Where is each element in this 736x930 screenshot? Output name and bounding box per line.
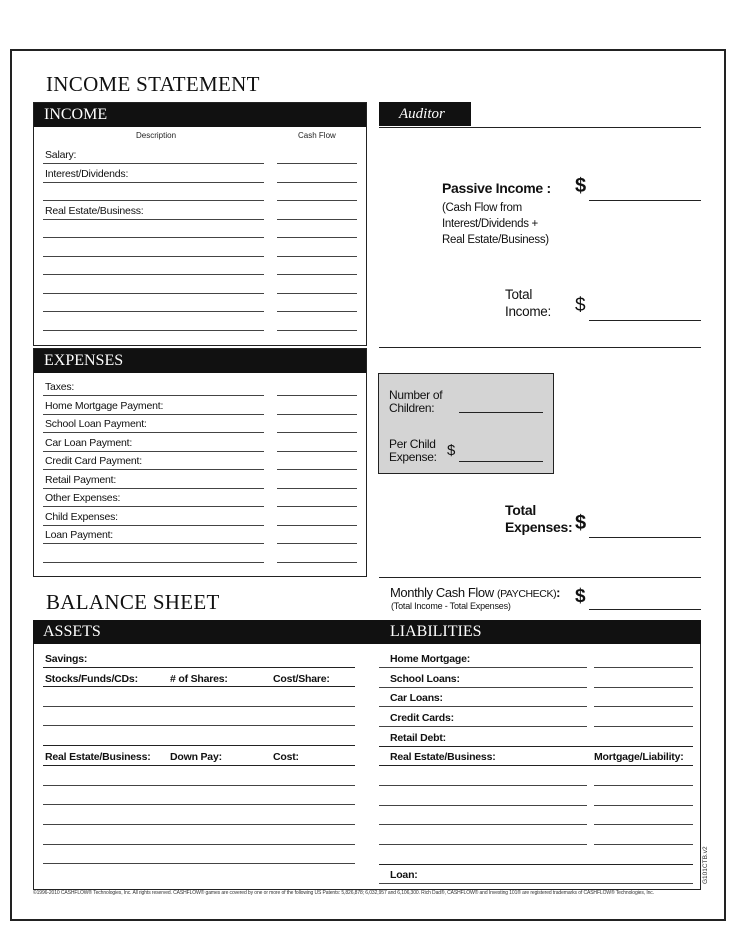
liability-amount-line[interactable] — [594, 706, 693, 707]
savings-label: Savings: — [45, 653, 88, 665]
liability-re-amount-line[interactable] — [594, 844, 693, 845]
realestate-col-name: Real Estate/Business: — [45, 751, 151, 763]
liability-section-line — [379, 746, 693, 747]
liability-amount-line[interactable] — [594, 687, 693, 688]
liability-re-amount-line[interactable] — [594, 824, 693, 825]
monthly-cash-flow-currency: $ — [575, 586, 586, 607]
auditor-tab — [379, 102, 471, 126]
income-row-label: Interest/Dividends: — [45, 167, 129, 180]
income-row-line[interactable] — [43, 256, 264, 257]
realestate-row-line[interactable] — [43, 844, 355, 845]
income-cashflow-line[interactable] — [277, 293, 357, 294]
income-row-label: Salary: — [45, 149, 77, 161]
realestate-row-line[interactable] — [43, 804, 355, 805]
expense-row-line[interactable] — [43, 562, 264, 563]
liability-re-row-line[interactable] — [379, 785, 587, 786]
income-cashflow-line[interactable] — [277, 274, 357, 275]
expense-row-line[interactable] — [43, 525, 264, 526]
liability-row-line[interactable] — [379, 667, 587, 668]
income-divider — [379, 347, 701, 348]
children-count-field[interactable] — [459, 412, 543, 413]
liability-row-label: School Loans: — [390, 672, 460, 685]
liability-row-label: Home Mortgage: — [390, 653, 471, 665]
liability-row-line[interactable] — [379, 687, 587, 688]
income-row-line[interactable] — [43, 200, 264, 201]
liab-re-col-mortgage: Mortgage/Liability: — [594, 751, 684, 763]
expense-row-line[interactable] — [43, 488, 264, 489]
auditor-label: Auditor — [399, 106, 445, 122]
expense-cashflow-line[interactable] — [277, 432, 357, 433]
income-cashflow-line[interactable] — [277, 182, 357, 183]
realestate-row-line[interactable] — [43, 863, 355, 864]
expense-cashflow-line[interactable] — [277, 506, 357, 507]
savings-line[interactable] — [43, 667, 355, 668]
liability-re-row-line[interactable] — [379, 805, 587, 806]
realestate-header-line — [43, 765, 355, 766]
loan-top-line — [379, 864, 693, 865]
total-expenses-field[interactable] — [589, 537, 701, 538]
liability-amount-line[interactable] — [594, 726, 693, 727]
income-row-line[interactable] — [43, 219, 264, 220]
expense-row-label: Retail Payment: — [45, 473, 117, 486]
expense-cashflow-line[interactable] — [277, 543, 357, 544]
income-cashflow-line[interactable] — [277, 237, 357, 238]
monthly-cash-flow-note: (Total Income - Total Expenses) — [391, 601, 511, 611]
income-col-description: Description — [136, 131, 177, 140]
expense-cashflow-line[interactable] — [277, 395, 357, 396]
side-code: G101CTB.v2 — [702, 846, 709, 884]
liability-re-row-line[interactable] — [379, 824, 587, 825]
expense-cashflow-line[interactable] — [277, 525, 357, 526]
expense-row-label: Car Loan Payment: — [45, 436, 133, 449]
expense-row-label: Loan Payment: — [45, 529, 114, 541]
loan-line[interactable] — [379, 883, 693, 884]
liability-re-row-line[interactable] — [379, 844, 587, 845]
expense-row-line[interactable] — [43, 543, 264, 544]
liability-row-label: Car Loans: — [390, 692, 443, 705]
stocks-row-line[interactable] — [43, 725, 355, 726]
total-expenses-label: Total Expenses: — [505, 502, 573, 535]
liability-re-amount-line[interactable] — [594, 805, 693, 806]
expense-row-label: Other Expenses: — [45, 492, 121, 504]
auditor-line — [379, 127, 701, 128]
expense-row-label: Child Expenses: — [45, 510, 118, 523]
expense-row-label: School Loan Payment: — [45, 418, 147, 430]
income-row-line[interactable] — [43, 293, 264, 294]
expense-row-label: Home Mortgage Payment: — [45, 399, 164, 412]
income-cashflow-line[interactable] — [277, 219, 357, 220]
realestate-col-downpay: Down Pay: — [170, 751, 222, 763]
income-col-cashflow: Cash Flow — [298, 131, 336, 140]
stocks-col-cost: Cost/Share: — [273, 673, 330, 685]
income-cashflow-line[interactable] — [277, 311, 357, 312]
liability-re-amount-line[interactable] — [594, 785, 693, 786]
footer-copyright: ©1996-2010 CASHFLOW® Technologies, Inc. All rights reserved. CASHFLOW® games are covered by one or more of the following US Patents: 5,826,878; 6,032,957 and 6,106,300. Rich Dad®, CASHFLOW® and Investing 101® are registered trademarks of CASHFLOW® Technologies, Inc. — [33, 890, 654, 896]
balance-sheet-header — [33, 620, 701, 644]
liability-row-line[interactable] — [379, 726, 587, 727]
stocks-col-name: Stocks/Funds/CDs: — [45, 673, 138, 685]
assets-header: ASSETS — [43, 623, 101, 640]
page-title: INCOME STATEMENT — [46, 72, 260, 96]
expenses-divider — [379, 577, 701, 578]
expense-row-label: Taxes: — [45, 381, 75, 393]
liability-amount-line[interactable] — [594, 667, 693, 668]
stocks-row-line[interactable] — [43, 745, 355, 746]
expense-row-line[interactable] — [43, 395, 264, 396]
passive-income-note: (Cash Flow from Interest/Dividends + Real Estate/Business) — [442, 202, 549, 246]
income-row-label: Real Estate/Business: — [45, 204, 144, 217]
expense-cashflow-line[interactable] — [277, 451, 357, 452]
passive-income-field[interactable] — [589, 200, 701, 201]
children-count-label: Number of Children: — [389, 388, 443, 415]
liability-row-label: Credit Cards: — [390, 712, 454, 725]
income-cashflow-line[interactable] — [277, 163, 357, 164]
income-row-line[interactable] — [43, 311, 264, 312]
income-cashflow-line[interactable] — [277, 330, 357, 331]
income-row-line[interactable] — [43, 274, 264, 275]
expense-cashflow-line[interactable] — [277, 469, 357, 470]
monthly-cash-flow-field[interactable] — [589, 609, 701, 610]
expense-row-label: Credit Card Payment: — [45, 455, 142, 467]
stocks-col-shares: # of Shares: — [170, 673, 228, 685]
income-row-line[interactable] — [43, 237, 264, 238]
expenses-header: EXPENSES — [34, 349, 366, 373]
expense-row-line[interactable] — [43, 451, 264, 452]
income-row-line[interactable] — [43, 182, 264, 183]
passive-income-currency: $ — [575, 175, 587, 197]
passive-income-label: Passive Income : — [442, 180, 551, 196]
income-row-line[interactable] — [43, 330, 264, 331]
per-child-field[interactable] — [459, 461, 543, 462]
expense-cashflow-line[interactable] — [277, 414, 357, 415]
liab-re-col-name: Real Estate/Business: — [390, 751, 496, 763]
expense-row-line[interactable] — [43, 432, 264, 433]
income-header: INCOME — [34, 103, 366, 127]
total-income-label: Total Income: — [505, 287, 551, 319]
liability-row-line[interactable] — [379, 706, 587, 707]
loan-label: Loan: — [390, 869, 418, 881]
expense-row-line[interactable] — [43, 414, 264, 415]
liabilities-header: LIABILITIES — [390, 623, 482, 640]
realestate-col-cost: Cost: — [273, 751, 299, 763]
total-income-currency: $ — [575, 295, 586, 316]
expense-cashflow-line[interactable] — [277, 562, 357, 563]
monthly-cash-flow-label: Monthly Cash Flow (PAYCHECK): — [390, 585, 561, 600]
income-cashflow-line[interactable] — [277, 200, 357, 201]
income-cashflow-line[interactable] — [277, 256, 357, 257]
expense-row-line[interactable] — [43, 506, 264, 507]
total-income-field[interactable] — [589, 320, 701, 321]
liab-re-header-line — [379, 765, 693, 766]
stocks-header-line — [43, 686, 355, 687]
realestate-row-line[interactable] — [43, 824, 355, 825]
expense-cashflow-line[interactable] — [277, 488, 357, 489]
per-child-label: Per Child Expense: — [389, 437, 437, 464]
per-child-currency: $ — [447, 442, 456, 459]
realestate-row-line[interactable] — [43, 785, 355, 786]
stocks-row-line[interactable] — [43, 706, 355, 707]
expense-row-line[interactable] — [43, 469, 264, 470]
total-expenses-currency: $ — [575, 512, 587, 534]
liability-row-label: Retail Debt: — [390, 731, 446, 744]
balance-sheet-title: BALANCE SHEET — [46, 590, 220, 614]
income-row-line[interactable] — [43, 163, 264, 164]
